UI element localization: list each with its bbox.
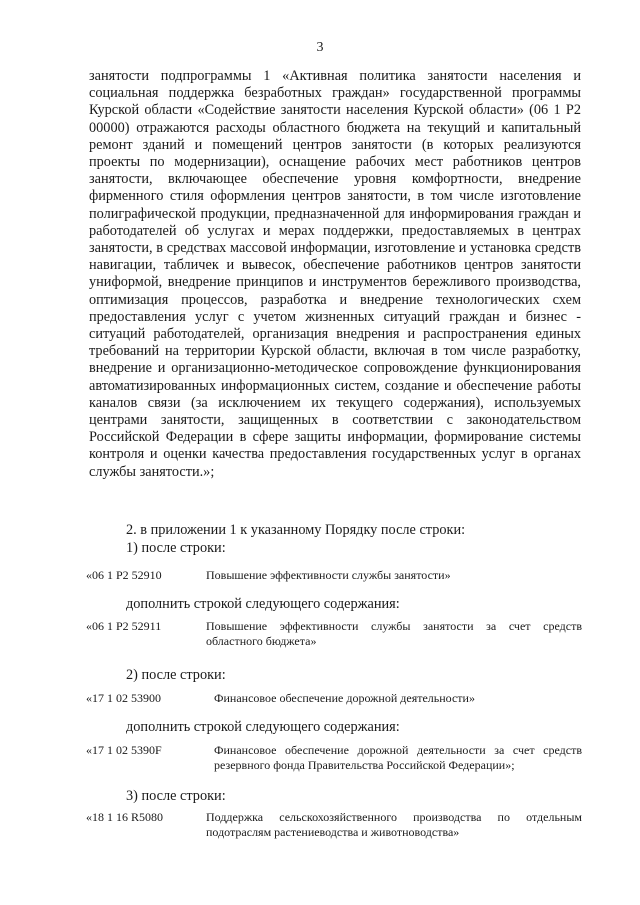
addition-instruction: дополнить строкой следующего содержания:	[126, 719, 400, 735]
row-code: «17 1 02 5390F	[86, 743, 162, 757]
row-code: «06 1 Р2 52911	[86, 619, 162, 633]
row-description: Поддержка сельскохозяйственного производства по отдельным подотраслям растениеводства и животноводства»	[206, 810, 582, 839]
subitem-1-text: 1) после строки:	[126, 540, 226, 556]
row-description: Повышение эффективности службы занятости»	[206, 568, 451, 582]
row-description: Финансовое обеспечение дорожной деятельности за счет средств резервного фонда Правительства Российской Федерации»;	[214, 743, 582, 772]
addition-instruction: дополнить строкой следующего содержания:	[126, 596, 400, 612]
row-description: Повышение эффективности службы занятости за счет средств областного бюджета»	[206, 619, 582, 648]
row-code: «17 1 02 53900	[86, 691, 161, 705]
page-number: 3	[316, 40, 324, 55]
intro-paragraph: занятости подпрограммы 1 «Активная политика занятости населения и социальная поддержка безработных граждан» государственной программы Курской области «Содействие занятости населения Курской области» (06 1 Р2 00000) отражаются расходы областного бюджета на текущий и капитальный ремонт зданий и помещений центров занятости (в которых реализуются проекты по модернизации), оснащение рабочих мест работников центров занятости, включающее обеспечение уровня комфортности, внедрение фирменного стиля оформления центров занятости, в том числе изготовление полиграфической продукции, предназначенной для информирования граждан и работодателей об услугах и мерах поддержки, предоставляемых в центрах занятости, в средствах массовой информации, изготовление и установка средств навигации, табличек и вывесок, обеспечение работников центров занятости униформой, внедрение принципов и инструментов бережливого производства, оптимизация процессов, разработка и внедрение технологических схем предоставления услуг с учетом жизненных ситуаций граждан и бизнес - ситуаций работодателей, организация внедрения и распространения единых требований на территории Курской области, включая в том числе разработку, внедрение и организационно-методическое сопровождение функционирования автоматизированных информационных систем, создание и обеспечение работы каналов связи (за исключением их текущего содержания), используемых центрами занятости, защищенных в соответствии с законодательством Российской Федерации в сфере защиты информации, формирование системы контроля и оценки качества предоставления государственных услуг в органах службы занятости.»;	[89, 68, 581, 480]
row-code: «06 1 Р2 52910	[86, 568, 162, 582]
subitem-2-text: 2) после строки:	[126, 667, 226, 683]
row-description: Финансовое обеспечение дорожной деятельности»	[214, 691, 475, 705]
subitem-3-text: 3) после строки:	[126, 788, 226, 804]
item-2-text: 2. в приложении 1 к указанному Порядку после строки:	[126, 522, 466, 538]
row-code: «18 1 16 R5080	[86, 810, 164, 824]
